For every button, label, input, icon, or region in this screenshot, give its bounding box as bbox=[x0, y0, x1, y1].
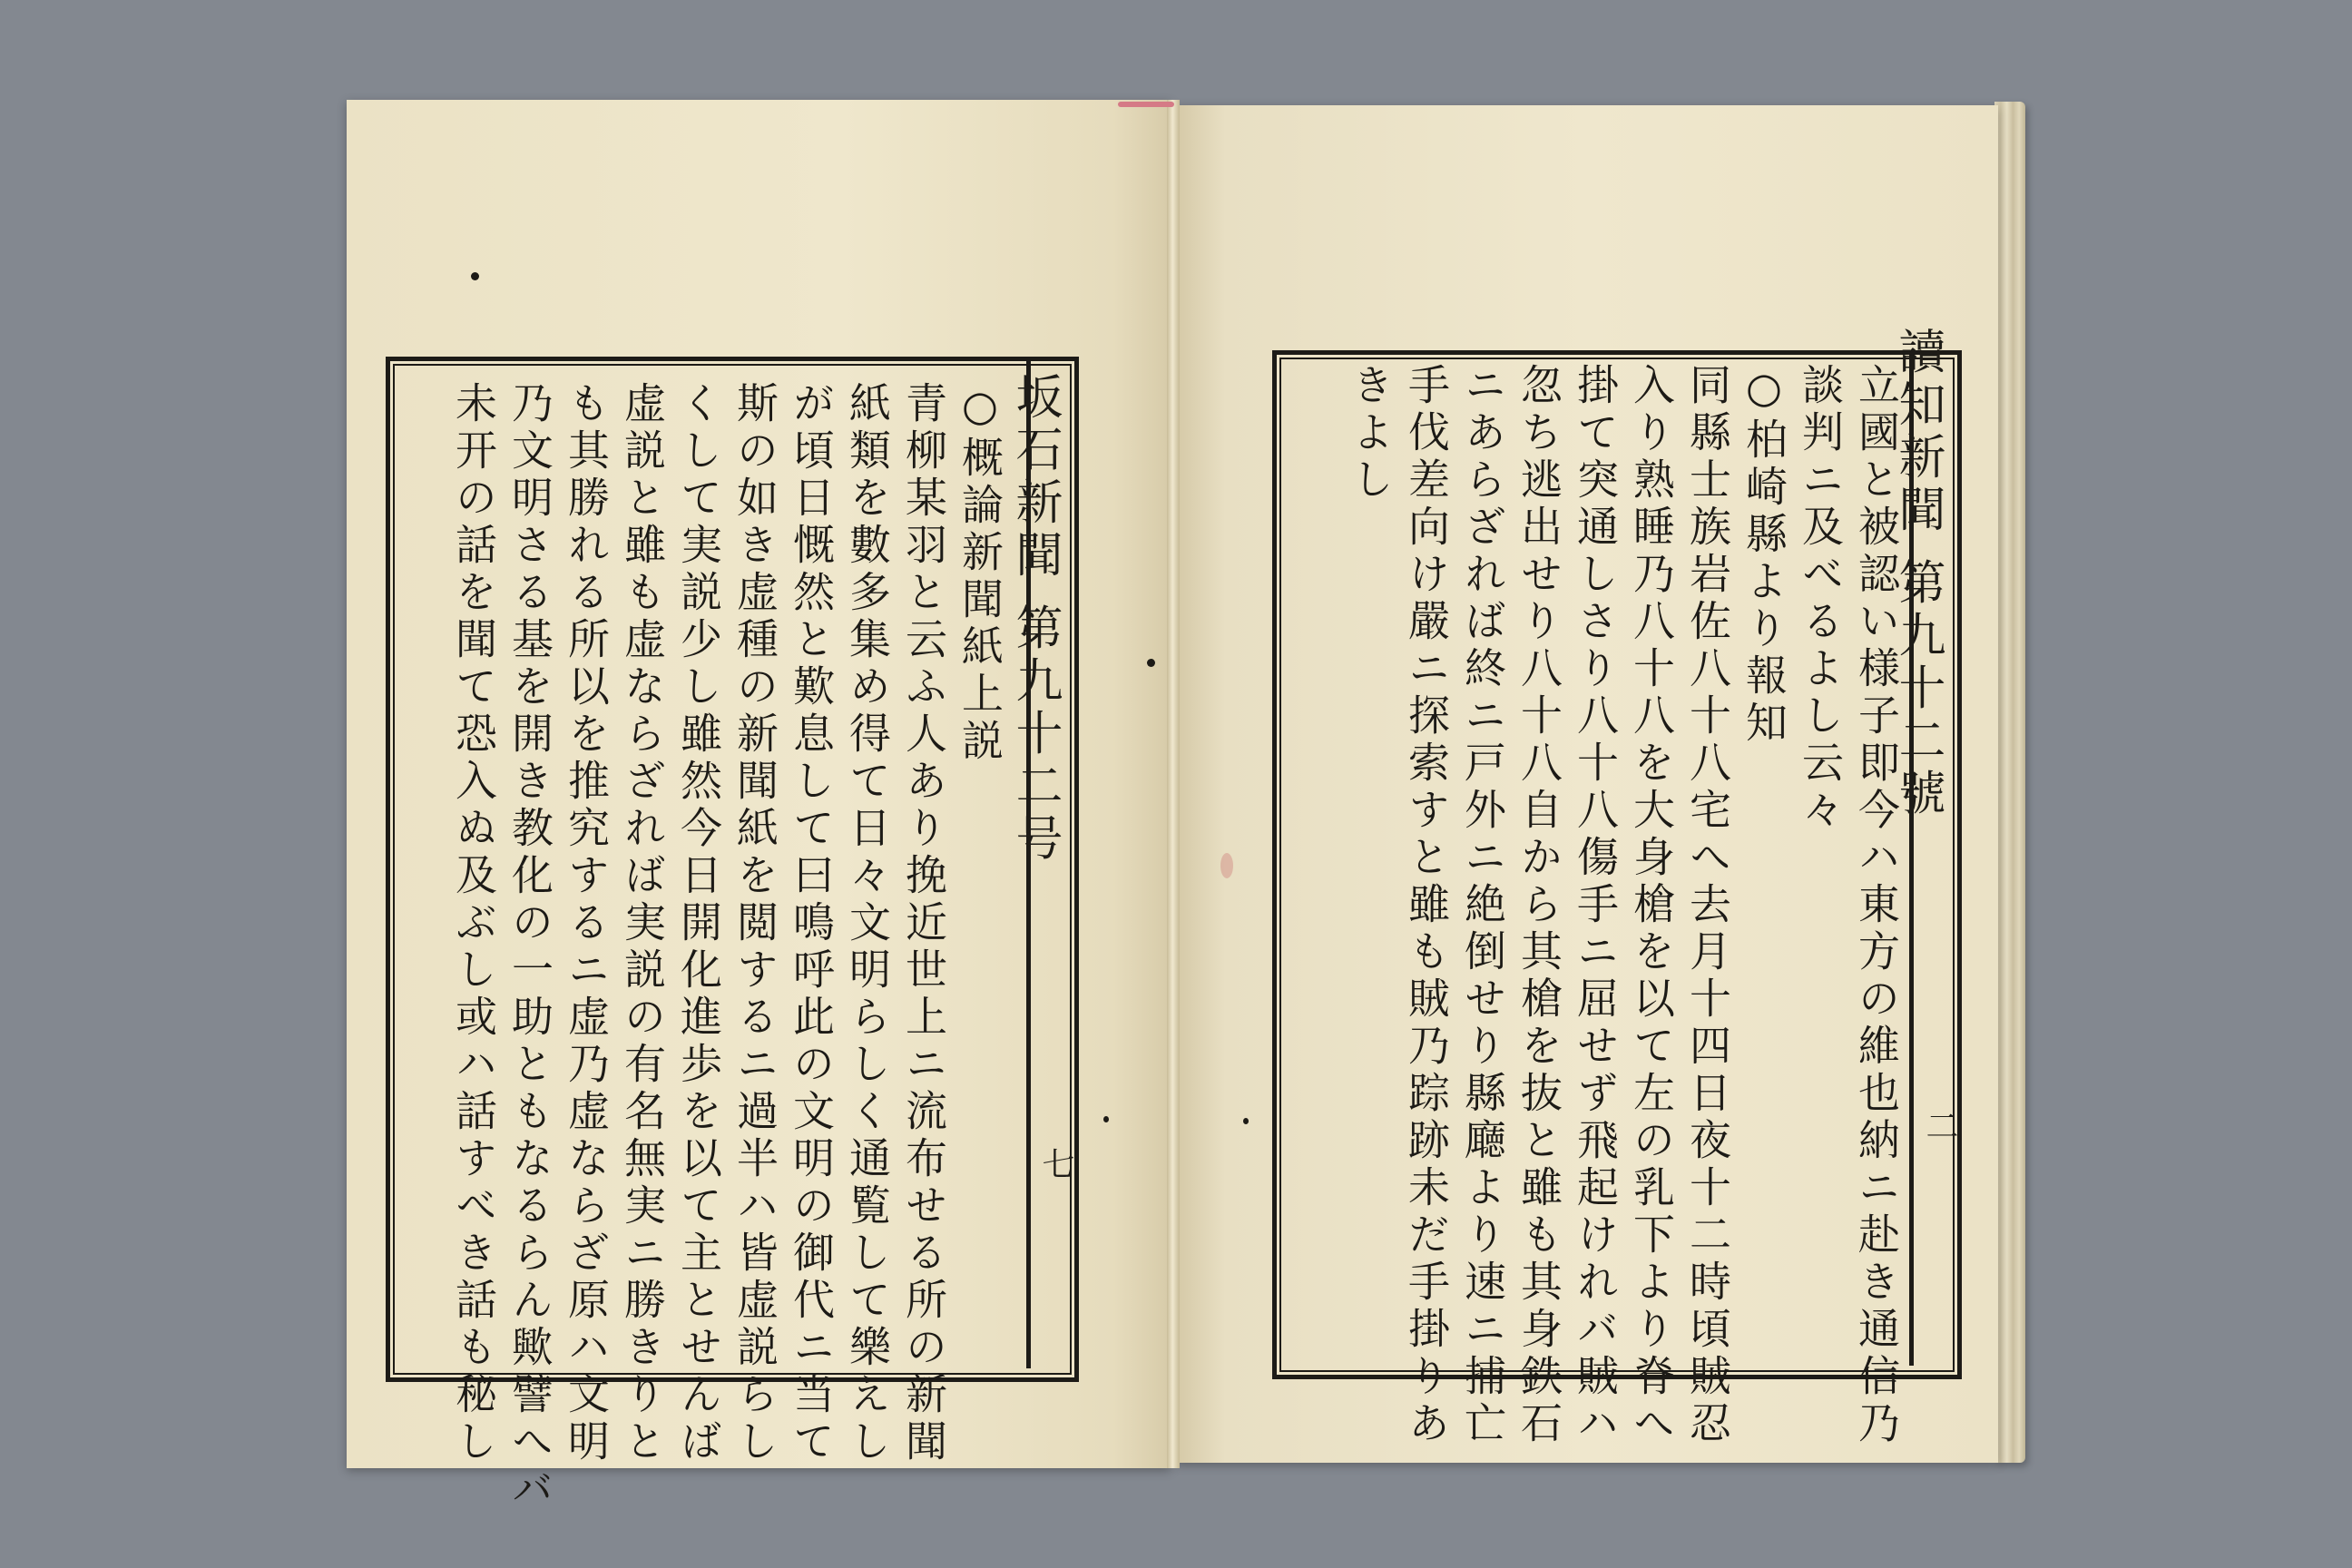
left-column-6: くして実説少し雖然今日開化進歩を以て主とせんば bbox=[674, 381, 723, 1466]
binding-hole bbox=[1103, 1116, 1109, 1122]
right-column-10: きよし bbox=[1346, 363, 1395, 505]
paper-stain bbox=[1220, 853, 1233, 878]
left-column-8: も其勝れる所以を推究するニ虚乃虚ならざ原ハ文明 bbox=[562, 381, 611, 1466]
binding-hole bbox=[471, 272, 479, 280]
left-column-1: ○概論新聞紙上説 bbox=[956, 381, 1004, 766]
left-column-3: 紙類を數多集め得て日々文明らしく通覧して樂えし bbox=[843, 381, 892, 1466]
left-column-5: 斯の如き虚種の新聞紙を閲するニ過半ハ皆虚説らし bbox=[730, 381, 779, 1466]
right-column-4: 同縣士族岩佐八十八宅へ去月十四日夜十二時頃賊忍 bbox=[1683, 363, 1732, 1448]
right-column-8: ニあらざれば終ニ戸外ニ絶倒せり縣廰より速ニ捕亡 bbox=[1458, 363, 1507, 1448]
right-column-3: ○柏崎縣より報知 bbox=[1740, 363, 1788, 748]
left-column-10: 未开の話を聞て恐入ぬ及ぶし或ハ話すべき話も秘し bbox=[449, 381, 498, 1466]
left-page-number: 七 bbox=[1037, 1147, 1074, 1180]
right-column-5: 入り熟睡乃八十八を大身槍を以て左の乳下より脊へ bbox=[1627, 363, 1676, 1448]
left-column-9: 乃文明さる基を開き教化の一助ともなるらん歟譬へバ bbox=[505, 381, 554, 1514]
binding-thread bbox=[1118, 102, 1174, 107]
left-column-7: 虚説と雖も虚ならざれば実説の有名無実ニ勝きりと bbox=[618, 381, 667, 1466]
book-gutter bbox=[1167, 100, 1180, 1468]
left-column-4: が頃日慨然と歎息して曰鳴呼此の文明の御代ニ当て bbox=[787, 381, 836, 1466]
left-page-header: 坂石新聞 第九十二号 bbox=[1007, 372, 1062, 867]
page-stack-edge bbox=[1994, 102, 2025, 1463]
binding-hole bbox=[1243, 1118, 1249, 1124]
right-column-1: 立國と被認い様子即今ハ東方の維也納ニ赴き通信乃 bbox=[1852, 363, 1901, 1448]
left-column-2: 青柳某羽と云ふ人あり挽近世上ニ流布せる所の新聞 bbox=[899, 381, 948, 1466]
right-page-header: 讀知新聞 第九十二號 bbox=[1890, 327, 1945, 821]
right-column-6: 掛て突通しさり八十八傷手ニ屈せず飛起けれバ賊ハ bbox=[1571, 363, 1620, 1448]
right-column-7: 忽ち逃出せり八十八自から其槍を抜と雖も其身鉄石 bbox=[1514, 363, 1563, 1448]
binding-hole bbox=[1147, 659, 1155, 667]
right-page-number: 二 bbox=[1921, 1109, 1958, 1142]
right-column-2: 談判ニ及べるよし云々 bbox=[1796, 363, 1845, 835]
right-column-9: 手伐差向け嚴ニ探索すと雖も賊乃踪跡未だ手掛りあ bbox=[1402, 363, 1451, 1448]
